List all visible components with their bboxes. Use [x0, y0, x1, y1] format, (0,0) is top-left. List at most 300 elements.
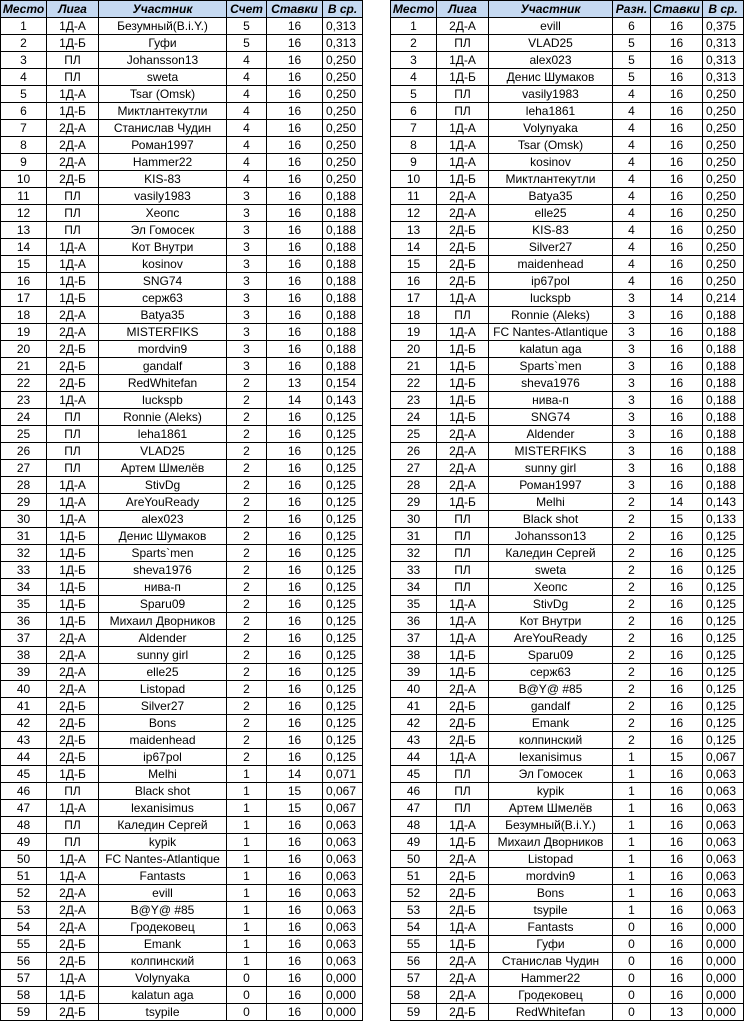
table-row: [1, 307, 363, 324]
average-cell: 0,125: [323, 715, 363, 732]
bets-cell: 16: [651, 477, 703, 494]
league-cell: 1Д-А: [437, 630, 489, 647]
league-cell: 2Д-Б: [47, 1004, 99, 1021]
table-row: [1, 460, 363, 477]
bets-cell: 16: [651, 732, 703, 749]
league-cell: 1Д-Б: [437, 664, 489, 681]
participant-cell: gandalf: [99, 358, 227, 375]
participant-cell: Bons: [99, 715, 227, 732]
participant-cell: evill: [489, 18, 613, 35]
participant-cell: Bons: [489, 885, 613, 902]
place-cell: 39: [1, 664, 47, 681]
place-cell: 11: [391, 188, 437, 205]
score-cell: 4: [227, 103, 267, 120]
average-cell: 0,125: [703, 596, 744, 613]
bets-cell: 16: [267, 511, 323, 528]
participant-cell: нива-п: [99, 579, 227, 596]
difference-cell: 3: [613, 375, 651, 392]
league-cell: 2Д-А: [437, 18, 489, 35]
participant-cell: lexanisimus: [489, 749, 613, 766]
average-cell: 0,250: [703, 188, 744, 205]
place-cell: 19: [391, 324, 437, 341]
table-row: [391, 392, 744, 409]
participant-cell: RedWhitefan: [489, 1004, 613, 1021]
table-row: [391, 613, 744, 630]
score-cell: 1: [227, 953, 267, 970]
average-cell: 0,125: [323, 562, 363, 579]
participant-cell: Денис Шумаков: [489, 69, 613, 86]
participant-cell: B@Y@ #85: [489, 681, 613, 698]
participant-cell: Volynyaka: [99, 970, 227, 987]
league-cell: ПЛ: [47, 205, 99, 222]
average-cell: 0,250: [323, 69, 363, 86]
bets-cell: 16: [267, 35, 323, 52]
league-cell: 2Д-Б: [437, 715, 489, 732]
standings-by-difference-table: [390, 0, 744, 1021]
league-cell: 2Д-Б: [437, 256, 489, 273]
league-cell: 2Д-А: [47, 647, 99, 664]
score-cell: 2: [227, 545, 267, 562]
bets-cell: 16: [267, 987, 323, 1004]
league-cell: ПЛ: [47, 188, 99, 205]
average-cell: 0,188: [703, 358, 744, 375]
average-cell: 0,063: [703, 783, 744, 800]
score-cell: 2: [227, 613, 267, 630]
league-cell: ПЛ: [437, 528, 489, 545]
place-cell: 17: [1, 290, 47, 307]
average-cell: 0,250: [703, 205, 744, 222]
bets-cell: 16: [267, 86, 323, 103]
average-cell: 0,250: [323, 154, 363, 171]
score-cell: 2: [227, 392, 267, 409]
average-cell: 0,125: [323, 443, 363, 460]
difference-cell: 2: [613, 698, 651, 715]
bets-cell: 16: [267, 205, 323, 222]
bets-cell: 14: [267, 766, 323, 783]
table-row: [391, 902, 744, 919]
score-cell: 2: [227, 494, 267, 511]
difference-cell: 2: [613, 715, 651, 732]
league-cell: 1Д-Б: [437, 392, 489, 409]
place-cell: 10: [1, 171, 47, 188]
league-cell: 2Д-Б: [47, 358, 99, 375]
table-row: [391, 885, 744, 902]
league-cell: 2Д-Б: [47, 953, 99, 970]
table-row: [1, 86, 363, 103]
header-place: Место: [391, 1, 437, 18]
bets-cell: 14: [651, 290, 703, 307]
place-cell: 21: [391, 358, 437, 375]
average-cell: 0,063: [323, 868, 363, 885]
league-cell: 2Д-Б: [437, 868, 489, 885]
participant-cell: KIS-83: [489, 222, 613, 239]
table-row: [1, 630, 363, 647]
league-cell: ПЛ: [47, 52, 99, 69]
table-body: [1, 18, 363, 1021]
participant-cell: Роман1997: [489, 477, 613, 494]
bets-cell: 16: [267, 834, 323, 851]
participant-cell: Aldender: [99, 630, 227, 647]
average-cell: 0,125: [703, 545, 744, 562]
header-bets: Ставки: [267, 1, 323, 18]
place-cell: 10: [391, 171, 437, 188]
participant-cell: Михаил Дворников: [489, 834, 613, 851]
average-cell: 0,188: [323, 256, 363, 273]
place-cell: 52: [1, 885, 47, 902]
place-cell: 16: [1, 273, 47, 290]
difference-cell: 4: [613, 103, 651, 120]
participant-cell: Ronnie (Aleks): [99, 409, 227, 426]
place-cell: 14: [1, 239, 47, 256]
participant-cell: FC Nantes-Atlantique: [99, 851, 227, 868]
table-row: [1, 1004, 363, 1021]
table-row: [391, 171, 744, 188]
league-cell: 2Д-Б: [47, 171, 99, 188]
table-row: [391, 800, 744, 817]
table-row: [1, 817, 363, 834]
table-body: [391, 18, 744, 1021]
bets-cell: 16: [267, 630, 323, 647]
score-cell: 2: [227, 477, 267, 494]
place-cell: 26: [391, 443, 437, 460]
difference-cell: 2: [613, 613, 651, 630]
participant-cell: sunny girl: [489, 460, 613, 477]
place-cell: 1: [1, 18, 47, 35]
table-row: [1, 987, 363, 1004]
place-cell: 2: [391, 35, 437, 52]
league-cell: ПЛ: [47, 817, 99, 834]
difference-cell: 0: [613, 970, 651, 987]
place-cell: 53: [391, 902, 437, 919]
table-row: [391, 766, 744, 783]
league-cell: ПЛ: [47, 409, 99, 426]
participant-cell: VLAD25: [489, 35, 613, 52]
participant-cell: Станислав Чудин: [489, 953, 613, 970]
bets-cell: 16: [651, 970, 703, 987]
league-cell: 1Д-Б: [47, 273, 99, 290]
bets-cell: 14: [267, 392, 323, 409]
average-cell: 0,188: [323, 358, 363, 375]
place-cell: 46: [1, 783, 47, 800]
participant-cell: Ronnie (Aleks): [489, 307, 613, 324]
place-cell: 47: [391, 800, 437, 817]
participant-cell: lexanisimus: [99, 800, 227, 817]
table-row: [391, 545, 744, 562]
league-cell: 1Д-Б: [47, 545, 99, 562]
league-cell: 1Д-Б: [437, 834, 489, 851]
table-row: [1, 222, 363, 239]
average-cell: 0,067: [323, 783, 363, 800]
league-cell: 1Д-А: [437, 749, 489, 766]
average-cell: 0,125: [323, 681, 363, 698]
participant-cell: Volynyaka: [489, 120, 613, 137]
average-cell: 0,188: [703, 460, 744, 477]
bets-cell: 16: [651, 358, 703, 375]
table-row: [1, 409, 363, 426]
average-cell: 0,313: [323, 35, 363, 52]
table-row: [1, 715, 363, 732]
place-cell: 44: [1, 749, 47, 766]
league-cell: 1Д-А: [47, 868, 99, 885]
header-place: Место: [1, 1, 47, 18]
table-row: [391, 426, 744, 443]
table-row: [391, 579, 744, 596]
average-cell: 0,143: [703, 494, 744, 511]
average-cell: 0,188: [323, 307, 363, 324]
league-cell: 1Д-А: [47, 970, 99, 987]
participant-cell: Tsar (Omsk): [489, 137, 613, 154]
participant-cell: elle25: [489, 205, 613, 222]
table-row: [391, 137, 744, 154]
bets-cell: 16: [267, 103, 323, 120]
league-cell: 1Д-Б: [47, 290, 99, 307]
average-cell: 0,063: [323, 851, 363, 868]
difference-cell: 3: [613, 477, 651, 494]
league-cell: 1Д-А: [47, 511, 99, 528]
average-cell: 0,250: [323, 52, 363, 69]
participant-cell: sheva1976: [489, 375, 613, 392]
place-cell: 51: [391, 868, 437, 885]
bets-cell: 16: [651, 596, 703, 613]
difference-cell: 2: [613, 596, 651, 613]
bets-cell: 16: [267, 902, 323, 919]
difference-cell: 3: [613, 426, 651, 443]
bets-cell: 13: [651, 1004, 703, 1021]
participant-cell: StivDg: [489, 596, 613, 613]
average-cell: 0,067: [703, 749, 744, 766]
place-cell: 50: [391, 851, 437, 868]
table-row: [1, 18, 363, 35]
table-row: [1, 154, 363, 171]
league-cell: 1Д-А: [47, 256, 99, 273]
participant-cell: Black shot: [489, 511, 613, 528]
participant-cell: Fantasts: [489, 919, 613, 936]
bets-cell: 16: [267, 52, 323, 69]
average-cell: 0,250: [703, 154, 744, 171]
bets-cell: 16: [267, 579, 323, 596]
difference-cell: 0: [613, 1004, 651, 1021]
difference-cell: 2: [613, 664, 651, 681]
difference-cell: 4: [613, 154, 651, 171]
table-row: [1, 953, 363, 970]
difference-cell: 4: [613, 222, 651, 239]
table-row: [1, 664, 363, 681]
average-cell: 0,250: [703, 256, 744, 273]
header-league: Лига: [47, 1, 99, 18]
league-cell: ПЛ: [437, 307, 489, 324]
league-cell: 2Д-А: [47, 307, 99, 324]
score-cell: 1: [227, 919, 267, 936]
place-cell: 5: [1, 86, 47, 103]
league-cell: 2Д-А: [47, 681, 99, 698]
bets-cell: 16: [651, 698, 703, 715]
bets-cell: 16: [651, 885, 703, 902]
bets-cell: 16: [267, 426, 323, 443]
bets-cell: 16: [267, 1004, 323, 1021]
table-row: [1, 477, 363, 494]
average-cell: 0,250: [703, 86, 744, 103]
place-cell: 32: [1, 545, 47, 562]
table-row: [391, 307, 744, 324]
average-cell: 0,063: [703, 766, 744, 783]
table-row: [1, 579, 363, 596]
header-participant: Участник: [99, 1, 227, 18]
difference-cell: 1: [613, 851, 651, 868]
average-cell: 0,188: [703, 375, 744, 392]
table-row: [391, 630, 744, 647]
score-cell: 2: [227, 630, 267, 647]
table-row: [391, 715, 744, 732]
participant-cell: mordvin9: [99, 341, 227, 358]
participant-cell: Безумный(B.i.Y.): [99, 18, 227, 35]
score-cell: 5: [227, 35, 267, 52]
average-cell: 0,125: [323, 596, 363, 613]
league-cell: 1Д-Б: [437, 409, 489, 426]
league-cell: 1Д-Б: [437, 494, 489, 511]
league-cell: 2Д-А: [437, 681, 489, 698]
average-cell: 0,125: [703, 698, 744, 715]
average-cell: 0,125: [703, 528, 744, 545]
participant-cell: AreYouReady: [489, 630, 613, 647]
participant-cell: evill: [99, 885, 227, 902]
bets-cell: 13: [267, 375, 323, 392]
place-cell: 47: [1, 800, 47, 817]
average-cell: 0,188: [323, 222, 363, 239]
average-cell: 0,000: [703, 919, 744, 936]
place-cell: 30: [1, 511, 47, 528]
place-cell: 39: [391, 664, 437, 681]
league-cell: 1Д-Б: [47, 613, 99, 630]
score-cell: 3: [227, 188, 267, 205]
place-cell: 18: [1, 307, 47, 324]
participant-cell: серж63: [99, 290, 227, 307]
score-cell: 1: [227, 851, 267, 868]
table-row: [1, 120, 363, 137]
average-cell: 0,143: [323, 392, 363, 409]
bets-cell: 16: [267, 290, 323, 307]
participant-cell: maidenhead: [489, 256, 613, 273]
place-cell: 31: [1, 528, 47, 545]
table-row: [1, 35, 363, 52]
bets-cell: 16: [651, 375, 703, 392]
table-row: [1, 562, 363, 579]
difference-cell: 6: [613, 18, 651, 35]
bets-cell: 15: [267, 783, 323, 800]
league-cell: ПЛ: [437, 545, 489, 562]
score-cell: 3: [227, 273, 267, 290]
average-cell: 0,067: [323, 800, 363, 817]
average-cell: 0,063: [703, 817, 744, 834]
place-cell: 9: [1, 154, 47, 171]
league-cell: 1Д-А: [437, 137, 489, 154]
bets-cell: 16: [651, 800, 703, 817]
average-cell: 0,188: [323, 324, 363, 341]
average-cell: 0,188: [703, 307, 744, 324]
place-cell: 3: [391, 52, 437, 69]
bets-cell: 16: [267, 596, 323, 613]
average-cell: 0,188: [703, 409, 744, 426]
bets-cell: 16: [651, 35, 703, 52]
place-cell: 40: [1, 681, 47, 698]
participant-cell: luckspb: [99, 392, 227, 409]
place-cell: 6: [391, 103, 437, 120]
table-row: [391, 52, 744, 69]
league-cell: 2Д-А: [437, 953, 489, 970]
table-row: [391, 409, 744, 426]
bets-cell: 16: [651, 579, 703, 596]
average-cell: 0,125: [703, 732, 744, 749]
difference-cell: 2: [613, 732, 651, 749]
participant-cell: Tsar (Omsk): [99, 86, 227, 103]
place-cell: 26: [1, 443, 47, 460]
table-row: [391, 834, 744, 851]
difference-cell: 0: [613, 919, 651, 936]
score-cell: 2: [227, 460, 267, 477]
place-cell: 42: [1, 715, 47, 732]
average-cell: 0,000: [703, 987, 744, 1004]
table-row: [391, 511, 744, 528]
average-cell: 0,250: [703, 103, 744, 120]
participant-cell: колпинский: [489, 732, 613, 749]
table-row: [391, 341, 744, 358]
table-row: [1, 783, 363, 800]
average-cell: 0,063: [703, 800, 744, 817]
average-cell: 0,000: [323, 987, 363, 1004]
score-cell: 1: [227, 885, 267, 902]
average-cell: 0,063: [323, 936, 363, 953]
place-cell: 43: [1, 732, 47, 749]
bets-cell: 16: [267, 528, 323, 545]
table-row: [391, 783, 744, 800]
league-cell: 1Д-А: [437, 154, 489, 171]
league-cell: ПЛ: [437, 103, 489, 120]
league-cell: 2Д-Б: [437, 239, 489, 256]
difference-cell: 0: [613, 987, 651, 1004]
participant-cell: Silver27: [489, 239, 613, 256]
participant-cell: kosinov: [489, 154, 613, 171]
participant-cell: Хеопс: [99, 205, 227, 222]
participant-cell: Fantasts: [99, 868, 227, 885]
participant-cell: alex023: [99, 511, 227, 528]
place-cell: 48: [1, 817, 47, 834]
average-cell: 0,188: [323, 273, 363, 290]
average-cell: 0,313: [703, 69, 744, 86]
header-average: В ср.: [703, 1, 744, 18]
bets-cell: 16: [651, 239, 703, 256]
average-cell: 0,313: [703, 52, 744, 69]
table-row: [391, 732, 744, 749]
place-cell: 51: [1, 868, 47, 885]
participant-cell: kalatun aga: [99, 987, 227, 1004]
bets-cell: 16: [267, 970, 323, 987]
participant-cell: SNG74: [489, 409, 613, 426]
place-cell: 50: [1, 851, 47, 868]
league-cell: 2Д-А: [47, 664, 99, 681]
difference-cell: 4: [613, 239, 651, 256]
league-cell: ПЛ: [437, 783, 489, 800]
place-cell: 20: [391, 341, 437, 358]
place-cell: 33: [391, 562, 437, 579]
bets-cell: 16: [651, 341, 703, 358]
place-cell: 34: [1, 579, 47, 596]
league-cell: ПЛ: [47, 783, 99, 800]
average-cell: 0,133: [703, 511, 744, 528]
score-cell: 1: [227, 902, 267, 919]
participant-cell: kalatun aga: [489, 341, 613, 358]
average-cell: 0,125: [323, 732, 363, 749]
table-row: [1, 341, 363, 358]
bets-cell: 16: [267, 341, 323, 358]
